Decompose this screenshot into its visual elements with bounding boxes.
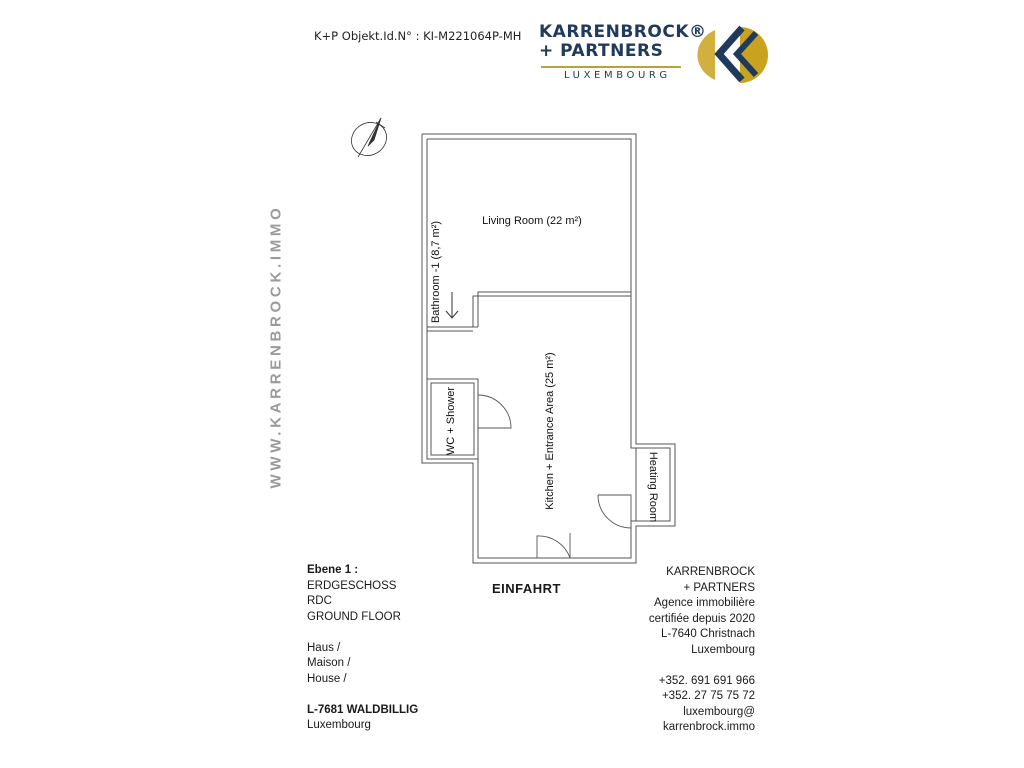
- level-line: RDC: [307, 595, 332, 607]
- entrance-label: EINFAHRT: [492, 581, 561, 596]
- locality: L-7681 WALDBILLIG: [307, 703, 419, 716]
- agency-phone: +352. 27 75 75 72: [661, 690, 755, 702]
- agency-email: karrenbrock.immo: [662, 721, 755, 733]
- brand-logo-icon: [697, 27, 768, 83]
- room-label-kitchen: Kitchen + Entrance Area (25 m²): [544, 352, 556, 510]
- agency-line: L-7640 Christnach: [661, 628, 755, 640]
- property-type-line: House /: [307, 672, 347, 685]
- object-id: K+P Objekt.Id.N° : KI-M221064P-MH: [314, 29, 522, 43]
- property-type-line: Maison /: [307, 657, 351, 669]
- level-line: ERDGESCHOSS: [307, 579, 397, 592]
- website-watermark: WWW.KARRENBROCK.IMMO: [267, 204, 285, 489]
- level-info: [307, 563, 418, 734]
- agency-line: certifiée depuis 2020: [648, 612, 755, 625]
- level-title: Ebene 1 :: [307, 564, 359, 576]
- brand-name-line1: KARRENBROCK®: [539, 22, 707, 42]
- stairs-down-arrow-icon: [446, 292, 458, 318]
- room-label-heating: Heating Room: [647, 451, 659, 523]
- agency-line: + PARTNERS: [683, 581, 755, 594]
- room-label-wc: WC + Shower: [445, 386, 457, 456]
- country: Luxembourg: [307, 719, 371, 731]
- level-line: GROUND FLOOR: [307, 610, 401, 623]
- agency-line: Luxembourg: [691, 643, 755, 656]
- agency-line: Agence immobilière: [654, 597, 755, 609]
- agency-phone: +352. 691 691 966: [658, 674, 755, 687]
- agency-info: [600, 565, 755, 736]
- agency-line: KARRENBROCK: [666, 566, 755, 578]
- room-label-living: Living Room (22 m²): [482, 215, 582, 227]
- property-type-line: Haus /: [307, 641, 341, 654]
- north-arrow-icon: [345, 116, 392, 162]
- room-label-bathroom: Bathroom -1 (8,7 m²): [430, 220, 442, 324]
- agency-email: luxembourg@: [683, 705, 755, 718]
- brand-city: LUXEMBOURG: [564, 70, 671, 81]
- brand-name-line2: + PARTNERS: [539, 41, 664, 61]
